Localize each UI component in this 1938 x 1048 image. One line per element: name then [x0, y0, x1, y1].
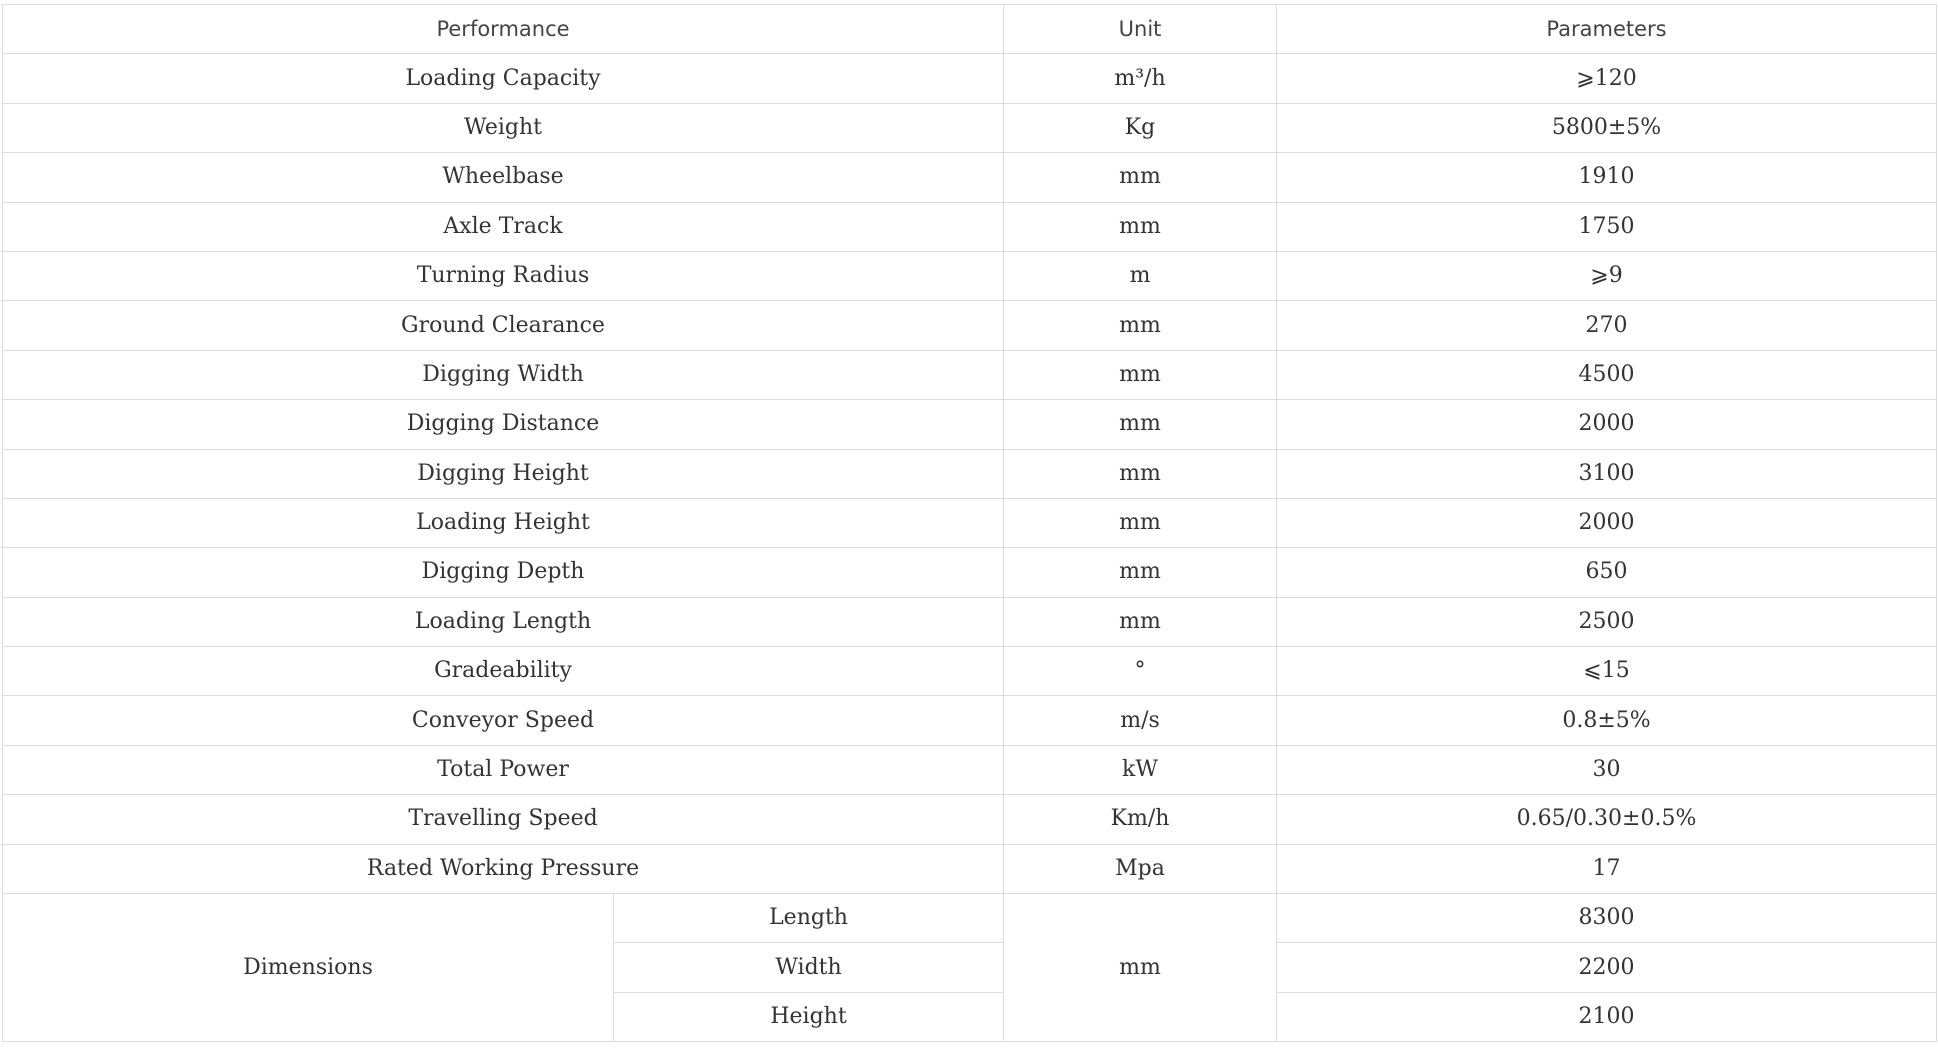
table-row: [3, 745, 1937, 794]
header-parameters: Parameters: [1277, 5, 1937, 54]
parameter-cell: 5800±5%: [1277, 103, 1937, 152]
dimension-parameter-cell: 8300: [1277, 894, 1937, 943]
unit-cell: Mpa: [1004, 844, 1277, 893]
performance-cell: Rated Working Pressure: [3, 844, 1004, 893]
performance-cell: Digging Depth: [3, 548, 1004, 597]
table-row: [3, 647, 1937, 696]
dimension-parameter-cell: 2100: [1277, 992, 1937, 1041]
parameter-cell: 3100: [1277, 449, 1937, 498]
unit-cell: mm: [1004, 301, 1277, 350]
unit-cell: m/s: [1004, 696, 1277, 745]
table-row: [3, 548, 1937, 597]
parameter-cell: 2000: [1277, 498, 1937, 547]
table-row: [3, 795, 1937, 844]
table-header-row: [3, 5, 1937, 54]
performance-cell: Gradeability: [3, 647, 1004, 696]
performance-cell: Travelling Speed: [3, 795, 1004, 844]
unit-cell: mm: [1004, 153, 1277, 202]
parameter-cell: 17: [1277, 844, 1937, 893]
table-row: [3, 449, 1937, 498]
unit-cell: mm: [1004, 202, 1277, 251]
parameter-cell: 270: [1277, 301, 1937, 350]
table-row: [3, 844, 1937, 893]
table-row: [3, 153, 1937, 202]
table-row: [3, 696, 1937, 745]
unit-cell: kW: [1004, 745, 1277, 794]
performance-cell: Conveyor Speed: [3, 696, 1004, 745]
parameter-cell: 0.8±5%: [1277, 696, 1937, 745]
header-performance: Performance: [3, 5, 1004, 54]
parameter-cell: ⩾9: [1277, 251, 1937, 300]
header-unit: Unit: [1004, 5, 1277, 54]
dimensions-unit: mm: [1004, 894, 1277, 1042]
table-row: [3, 597, 1937, 646]
table-row: [3, 251, 1937, 300]
dimension-name-cell: Length: [614, 894, 1004, 943]
performance-cell: Wheelbase: [3, 153, 1004, 202]
table-row: [3, 202, 1937, 251]
unit-cell: mm: [1004, 548, 1277, 597]
dimension-name-cell: Height: [614, 992, 1004, 1041]
unit-cell: m³/h: [1004, 54, 1277, 103]
specifications-table: [2, 4, 1937, 1042]
performance-cell: Weight: [3, 103, 1004, 152]
unit-cell: Km/h: [1004, 795, 1277, 844]
unit-cell: °: [1004, 647, 1277, 696]
table-row: [3, 498, 1937, 547]
parameter-cell: 0.65/0.30±0.5%: [1277, 795, 1937, 844]
table-row: [3, 301, 1937, 350]
performance-cell: Total Power: [3, 745, 1004, 794]
dimension-parameter-cell: 2200: [1277, 943, 1937, 992]
parameter-cell: 30: [1277, 745, 1937, 794]
dimension-name-cell: Width: [614, 943, 1004, 992]
performance-cell: Loading Height: [3, 498, 1004, 547]
unit-cell: mm: [1004, 498, 1277, 547]
performance-cell: Digging Width: [3, 350, 1004, 399]
unit-cell: mm: [1004, 449, 1277, 498]
dimensions-row: [3, 894, 1937, 943]
parameter-cell: 1750: [1277, 202, 1937, 251]
performance-cell: Digging Height: [3, 449, 1004, 498]
parameter-cell: ⩾120: [1277, 54, 1937, 103]
table-row: [3, 103, 1937, 152]
parameter-cell: ⩽15: [1277, 647, 1937, 696]
parameter-cell: 2000: [1277, 400, 1937, 449]
parameter-cell: 2500: [1277, 597, 1937, 646]
unit-cell: mm: [1004, 597, 1277, 646]
table-row: [3, 400, 1937, 449]
performance-cell: Loading Length: [3, 597, 1004, 646]
performance-cell: Loading Capacity: [3, 54, 1004, 103]
table-row: [3, 54, 1937, 103]
parameter-cell: 1910: [1277, 153, 1937, 202]
table-row: [3, 350, 1937, 399]
parameter-cell: 650: [1277, 548, 1937, 597]
parameter-cell: 4500: [1277, 350, 1937, 399]
performance-cell: Axle Track: [3, 202, 1004, 251]
performance-cell: Digging Distance: [3, 400, 1004, 449]
dimensions-label: Dimensions: [3, 894, 614, 1042]
unit-cell: m: [1004, 251, 1277, 300]
unit-cell: mm: [1004, 400, 1277, 449]
performance-cell: Ground Clearance: [3, 301, 1004, 350]
performance-cell: Turning Radius: [3, 251, 1004, 300]
unit-cell: Kg: [1004, 103, 1277, 152]
unit-cell: mm: [1004, 350, 1277, 399]
